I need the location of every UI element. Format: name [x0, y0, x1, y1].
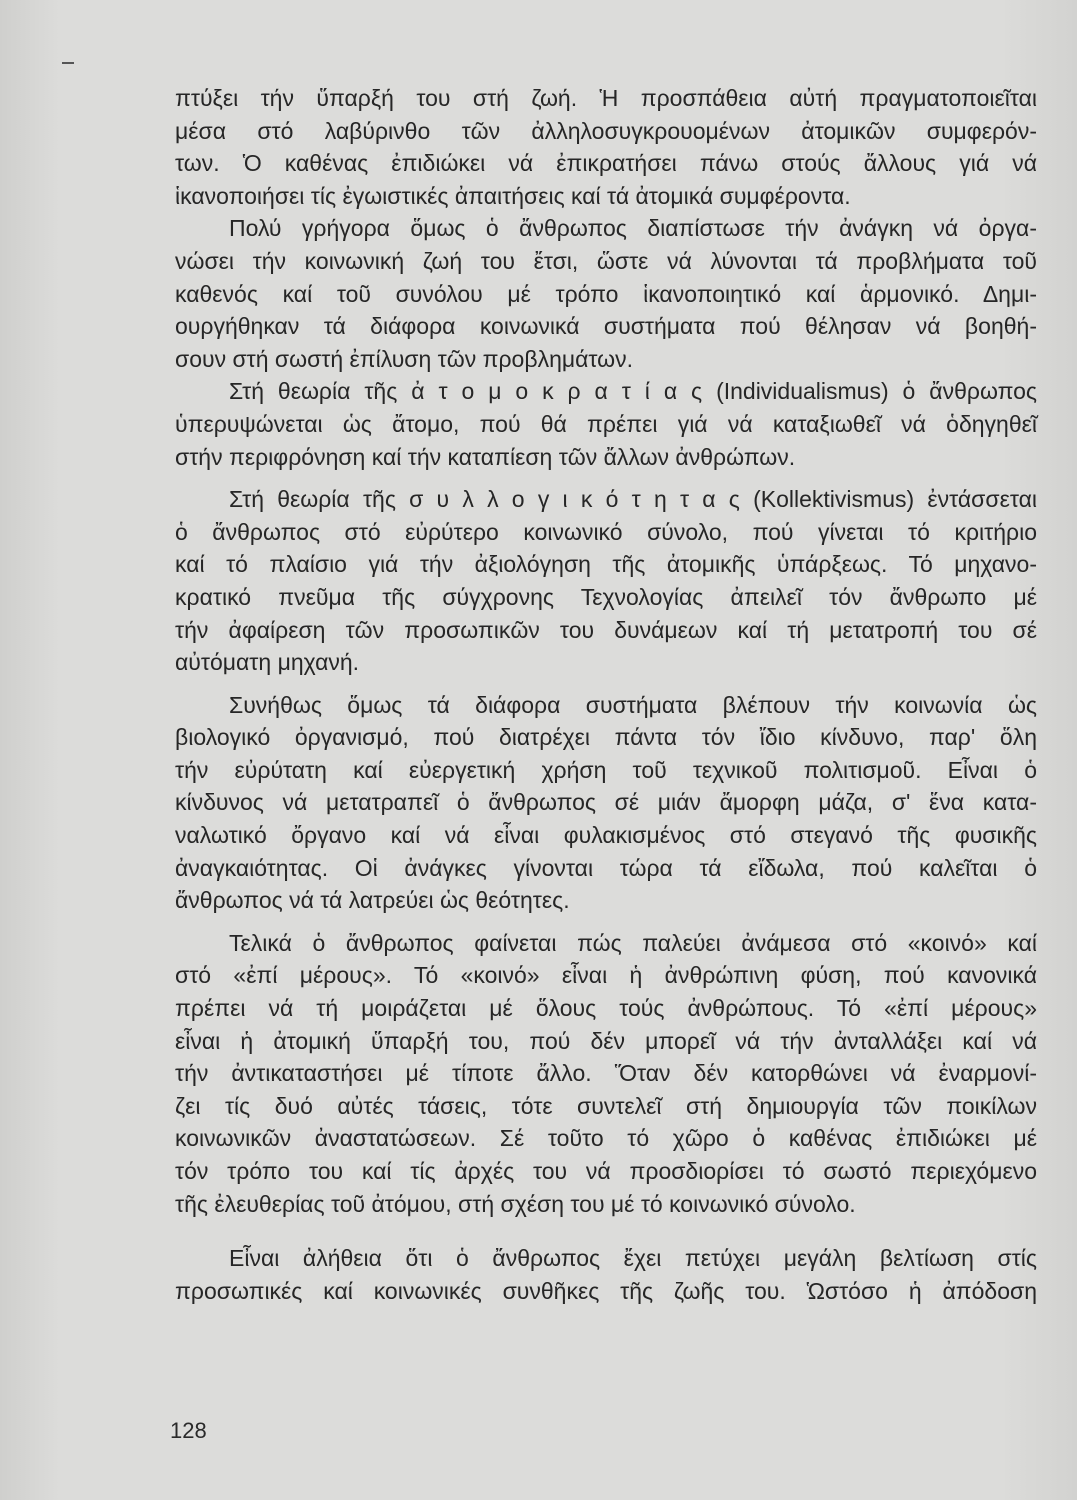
text-line: Εἶναι ἀλήθεια ὅτι ὁ ἄνθρωπος ἔχει πετύχει μεγάλη βελτίωση στίς [229, 1245, 1037, 1272]
text-line: πτύξει τήν ὕπαρξή του στή ζωή. Ἡ προσπάθεια αὐτή πραγματοποιεῖται [175, 85, 1037, 111]
text-line: αὐτόματη μηχανή. [175, 649, 360, 676]
paragraph-2 [175, 212, 1037, 375]
text-line: Στή θεωρία τῆς σ υ λ λ ο γ ι κ ό τ η τ α ς (Kollektivismus) ἐντάσσεται [229, 486, 1037, 513]
page-body [175, 82, 1037, 1307]
text-line: μέσα στό λαβύρινθο τῶν ἀλληλοσυγκρουομένων ἀτομικῶν συμφερόν- [175, 117, 1037, 144]
paragraph-spacer [175, 917, 1037, 927]
text-line: ὁ ἄνθρωπος στό εὐρύτερο κοινωνικό σύνολο, πού γίνεται τό κριτήριο [175, 518, 1037, 545]
paragraph-7 [175, 1242, 1037, 1307]
paragraph-5 [175, 689, 1037, 917]
text-line: κοινωνικῶν ἀναστατώσεων. Σέ τοῦτο τό χῶρο ὁ καθένας ἐπιδιώκει μέ [175, 1125, 1037, 1152]
text-line: εἶναι ἡ ἀτομική ὕπαρξή του, πού δέν μπορεῖ νά τήν ἀνταλλάξει καί νά [175, 1027, 1037, 1054]
text-line: τῆς ἐλευθερίας τοῦ ἀτόμου, στή σχέση του μέ τό κοινωνικό σύνολο. [175, 1190, 856, 1217]
paragraph-spacer [175, 1220, 1037, 1242]
text-line: κρατικό πνεῦμα τῆς σύγχρονης Τεχνολογίας ἀπειλεῖ τόν ἄνθρωπο μέ [175, 583, 1037, 610]
text-line: ἄνθρωπος νά τά λατρεύει ὡς θεότητες. [175, 887, 570, 914]
page-number: 128 [170, 1418, 207, 1443]
text-line: Στή θεωρία τῆς ἀ τ ο μ ο κ ρ α τ ί α ς (Individualismus) ὁ ἄνθρωπος [229, 378, 1037, 405]
paragraph-4 [175, 483, 1037, 679]
text-line: καί τό πλαίσιο γιά τήν ἀξιολόγηση τῆς ἀτομικῆς ὑπάρξεως. Τό μηχανο- [175, 551, 1037, 578]
text-line: στήν περιφρόνηση καί τήν καταπίεση τῶν ἄλλων ἀνθρώπων. [175, 443, 796, 470]
text-line: τήν εὐρύτατη καί εὐεργετική χρήση τοῦ τεχνικοῦ πολιτισμοῦ. Εἶναι ὁ [175, 756, 1037, 783]
text-line: Πολύ γρήγορα ὅμως ὁ ἄνθρωπος διαπίστωσε τήν ἀνάγκη νά ὀργα- [229, 215, 1037, 242]
text-line: ναλωτικό ὄργανο καί νά εἶναι φυλακισμένος στό στεγανό τῆς φυσικῆς [175, 822, 1037, 849]
text-line: τήν ἀφαίρεση τῶν προσωπικῶν του δυνάμεων καί τή μετατροπή του σέ [175, 616, 1037, 643]
text-line: Συνήθως ὅμως τά διάφορα συστήματα βλέπουν τήν κοινωνία ὡς [229, 691, 1037, 718]
paragraph-spacer [175, 679, 1037, 689]
paragraph-3 [175, 375, 1037, 473]
text-line: των. Ὁ καθένας ἐπιδιώκει νά ἐπικρατήσει πάνω στούς ἄλλους γιά νά [175, 150, 1037, 177]
text-line: Τελικά ὁ ἄνθρωπος φαίνεται πώς παλεύει ἀνάμεσα στό «κοινό» καί [229, 929, 1037, 956]
text-line: σουν στή σωστή ἐπίλυση τῶν προβλημάτων. [175, 345, 634, 372]
text-line: τήν ἀντικαταστήσει μέ τίποτε ἄλλο. Ὅταν δέν κατορθώνει νά ἐναρμονί- [175, 1060, 1037, 1087]
text-line: νώσει τήν κοινωνική ζωή του ἔτσι, ὥστε νά λύνονται τά προβλήματα τοῦ [175, 247, 1037, 274]
text-line: καθενός καί τοῦ συνόλου μέ τρόπο ἱκανοποιητικό καί ἁρμονικό. Δημι- [175, 280, 1037, 307]
text-line: πρέπει νά τή μοιράζεται μέ ὅλους τούς ἀνθρώπους. Τό «ἐπί μέρους» [175, 995, 1037, 1022]
text-line: ἱκανοποιήσει τίς ἐγωιστικές ἀπαιτήσεις καί τά ἀτομικά συμφέροντα. [175, 182, 851, 209]
scan-mark [62, 62, 74, 64]
text-line: βιολογικό ὀργανισμό, πού διατρέχει πάντα τόν ἴδιο κίνδυνο, παρ' ὅλη [175, 724, 1037, 751]
text-line: τόν τρόπο του καί τίς ἀρχές του νά προσδιορίσει τό σωστό περιεχόμενο [175, 1158, 1037, 1184]
paragraph-6 [175, 927, 1037, 1220]
text-line: ουργήθηκαν τά διάφορα κοινωνικά συστήματα πού θέλησαν νά βοηθή- [175, 313, 1037, 340]
paragraph-spacer [175, 473, 1037, 483]
text-line: ζει τίς δυό αὐτές τάσεις, τότε συντελεῖ στή δημιουργία τῶν ποικίλων [175, 1092, 1037, 1119]
text-line: στό «ἐπί μέρους». Τό «κοινό» εἶναι ἡ ἀνθρώπινη φύση, πού κανονικά [175, 962, 1037, 989]
text-line: προσωπικές καί κοινωνικές συνθῆκες τῆς ζωῆς του. Ὡστόσο ἡ ἀπόδοση [175, 1277, 1037, 1304]
text-line: ὑπερυψώνεται ὡς ἄτομο, πού θά πρέπει γιά νά καταξιωθεῖ νά ὁδηγηθεῖ [175, 410, 1037, 437]
text-line: κίνδυνος νά μετατραπεῖ ὁ ἄνθρωπος σέ μιάν ἄμορφη μάζα, σ' ἕνα κατα- [175, 789, 1037, 816]
paragraph-1 [175, 82, 1037, 212]
text-line: ἀναγκαιότητας. Οἱ ἀνάγκες γίνονται τώρα τά εἴδωλα, πού καλεῖται ὁ [175, 854, 1037, 881]
